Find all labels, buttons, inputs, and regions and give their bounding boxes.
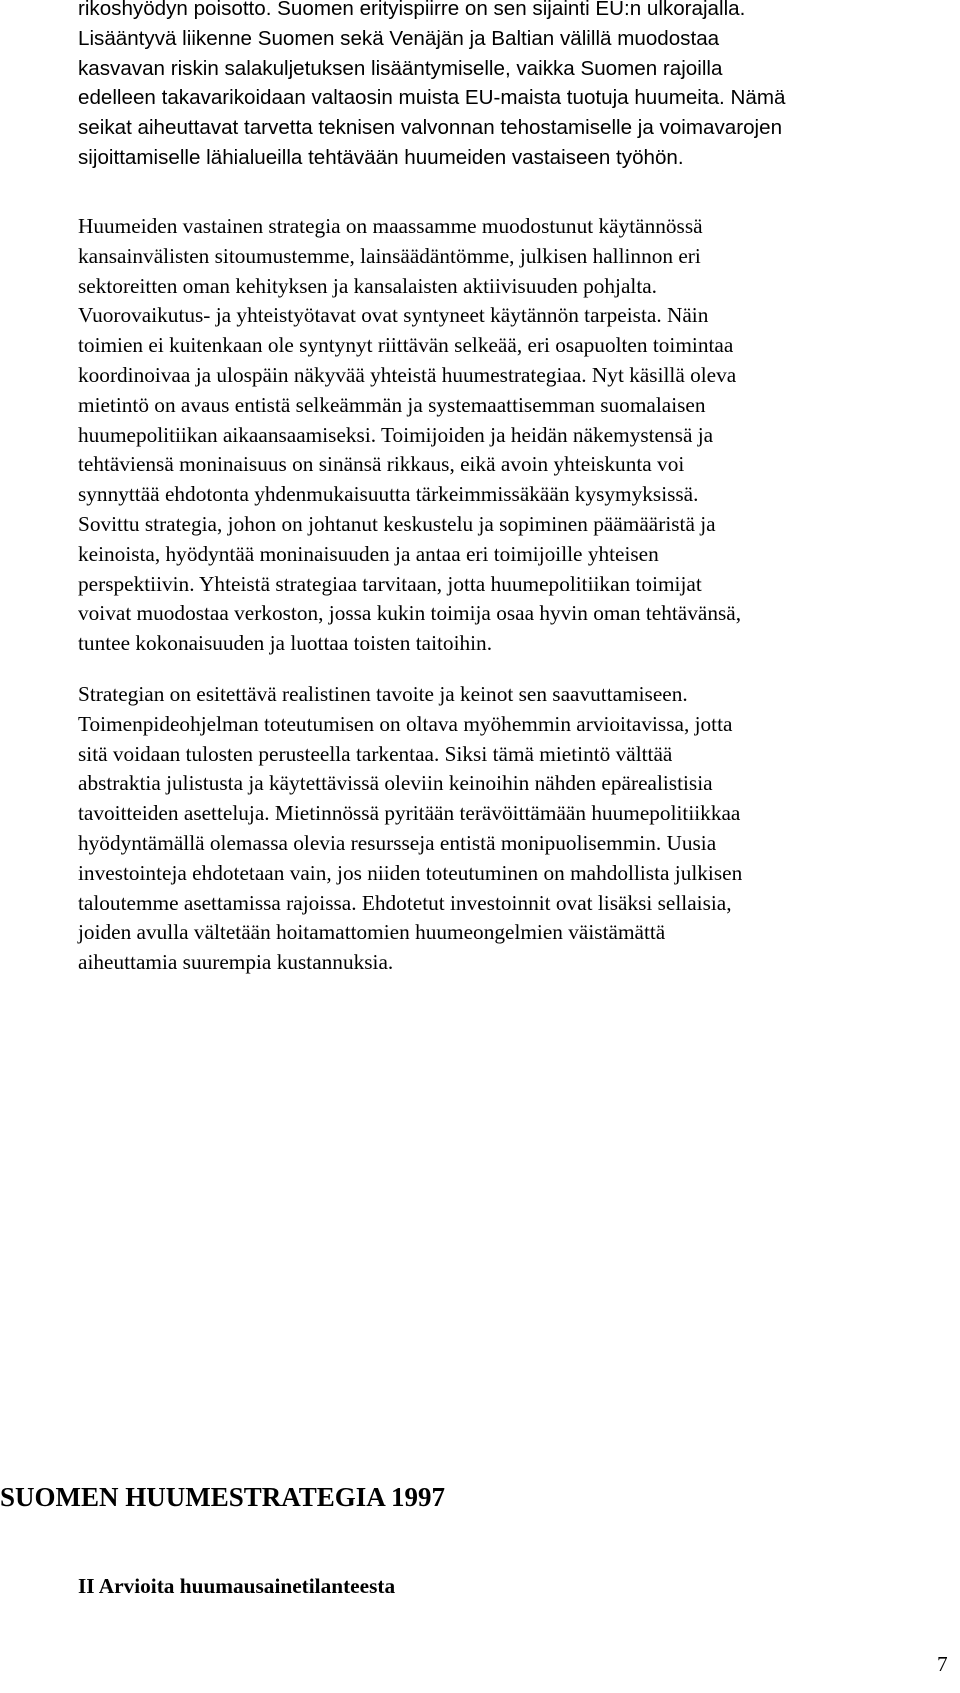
text-line: sijoittamiselle lähialueilla tehtävään huumeiden vastaiseen työhön. [78,145,684,169]
text-line: abstraktia julistusta ja käytettävissä oleviin keinoihin nähden epärealistisia [78,771,713,796]
text-line: hyödyntämällä olemassa olevia resursseja entistä monipuolisemmin. Uusia [78,830,717,855]
text-line: joiden avulla vältetään hoitamattomien huumeongelmien väistämättä [78,920,666,945]
section-heading: SUOMEN HUUMESTRATEGIA 1997 [0,1482,446,1512]
text-line: sektoreitten oman kehityksen ja kansalaisten aktiivisuuden pohjalta. [78,273,658,298]
text-line: rikoshyödyn poisotto. Suomen erityispiirre on sen sijainti EU:n ulkorajalla. [78,0,746,20]
text-line: mietintö on avaus entistä selkeämmän ja systemaattisemman suomalaisen [78,392,706,417]
text-line: aiheuttamia suurempia kustannuksia. [78,950,394,975]
text-line: taloutemme asettamissa rajoissa. Ehdotetut investoinnit ovat lisäksi sellaisia, [78,890,732,915]
text-line: perspektiivin. Yhteistä strategiaa tarvitaan, jotta huumepolitiikan toimijat [78,571,702,596]
text-line: tehtäviensä moninaisuus on sinänsä rikkaus, eikä avoin yhteiskunta voi [78,452,685,477]
text-line: voivat muodostaa verkoston, jossa kukin toimija osaa hyvin oman tehtävänsä, [78,601,742,626]
text-line: kasvavan riskin salakuljetuksen lisääntymiselle, vaikka Suomen rajoilla [78,56,723,80]
text-line: Huumeiden vastainen strategia on maassamme muodostunut käytännössä [78,214,703,238]
text-line: keinoista, hyödyntää moninaisuuden ja antaa eri toimijoille yhteisen [78,541,659,566]
text-line: Sovittu strategia, johon on johtanut keskustelu ja sopiminen päämääristä ja [78,511,716,536]
text-line: kansainvälisten sitoumustemme, lainsäädäntömme, julkisen hallinnon eri [78,243,701,268]
text-line: investointeja ehdotetaan vain, jos niiden toteutuminen on mahdollista julkisen [78,860,743,885]
text-line: tuntee kokonaisuuden ja luottaa toisten taitoihin. [78,631,493,656]
text-line: edelleen takavarikoidaan valtaosin muista EU-maista tuotuja huumeita. Nämä [78,86,786,110]
page-number: 7 [937,1652,948,1676]
text-line: huumepolitiikan aikaansaamiseksi. Toimijoiden ja heidän näkemystensä ja [78,422,714,447]
text-line: seikat aiheuttavat tarvetta teknisen valvonnan tehostamiselle ja voimavarojen [78,116,783,140]
text-line: Vuorovaikutus- ja yhteistyötavat ovat syntyneet käytännön tarpeista. Näin [78,303,709,328]
subsection-heading: II Arvioita huumausainetilanteesta [78,1574,396,1598]
paragraph-drug-strategy [78,212,958,659]
text-line: Lisääntyvä liikenne Suomen sekä Venäjän ja Baltian välillä muodostaa [78,26,720,50]
text-line: Toimenpideohjelman toteutumisen on oltava myöhemmin arvioitavissa, jotta [78,711,733,736]
text-line: sitä voidaan tulosten perusteella tarkentaa. Siksi tämä mietintö välttää [78,741,673,766]
paragraph-realistic-goals [78,680,958,978]
text-line: Strategian on esitettävä realistinen tavoite ja keinot sen saavuttamiseen. [78,682,688,706]
text-line: tavoitteiden asetteluja. Mietinnössä pyritään terävöittämään huumepolitiikkaa [78,801,741,826]
text-line: koordinoivaa ja ulospäin näkyvää yhteistä huumestrategiaa. Nyt käsillä oleva [78,362,737,387]
paragraph-smuggling-risk [78,0,958,173]
text-line: synnyttää ehdotonta yhdenmukaisuutta tärkeimmissäkään kysymyksissä. [78,482,699,507]
text-line: toimien ei kuitenkaan ole syntynyt riittävän selkeää, eri osapuolten toimintaa [78,333,734,358]
